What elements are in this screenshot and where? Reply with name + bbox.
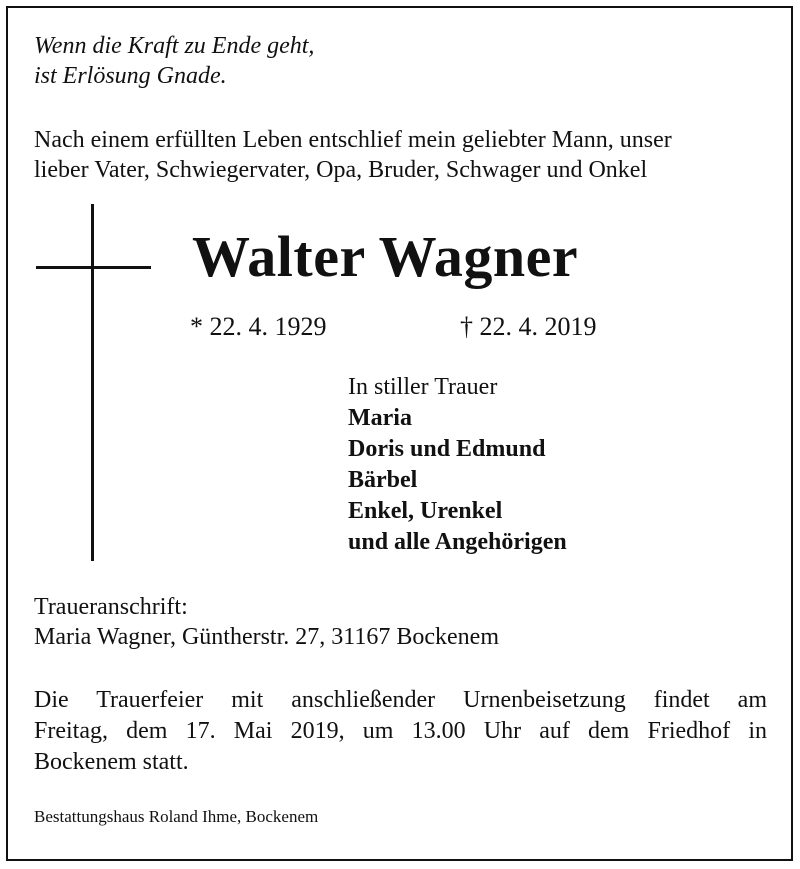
funeral-home: Bestattungshaus Roland Ihme, Bockenem <box>34 807 319 826</box>
ceremony-line-2: Freitag, dem 17. Mai 2019, um 13.00 Uhr auf dem Friedhof in <box>34 718 767 744</box>
motto-line-2: ist Erlösung Gnade. <box>34 63 227 89</box>
motto-line-1: Wenn die Kraft zu Ende geht, <box>34 33 315 59</box>
intro-line-2: lieber Vater, Schwiegervater, Opa, Bruder, Schwager und Onkel <box>34 157 648 183</box>
mourner-name: Doris und Edmund <box>348 436 546 462</box>
intro-line-1: Nach einem erfüllten Leben entschlief mein geliebter Mann, unser <box>34 127 672 153</box>
mourner-name: Bärbel <box>348 467 418 493</box>
address-value: Maria Wagner, Güntherstr. 27, 31167 Bockenem <box>34 624 499 650</box>
mourner-name: und alle Angehörigen <box>348 529 567 555</box>
mourner-name: Maria <box>348 405 412 431</box>
mourning-heading: In stiller Trauer <box>348 374 498 400</box>
birth-date: * 22. 4. 1929 <box>190 312 327 341</box>
cross-icon-horizontal <box>36 266 151 269</box>
mourner-name: Enkel, Urenkel <box>348 498 503 524</box>
ceremony-line-3: Bockenem statt. <box>34 749 189 775</box>
cross-icon-vertical <box>91 204 94 561</box>
death-date: † 22. 4. 2019 <box>460 312 597 341</box>
address-label: Traueranschrift: <box>34 594 188 620</box>
ceremony-line-1: Die Trauerfeier mit anschließender Urnenbeisetzung findet am <box>34 687 767 713</box>
deceased-name: Walter Wagner <box>192 224 579 289</box>
